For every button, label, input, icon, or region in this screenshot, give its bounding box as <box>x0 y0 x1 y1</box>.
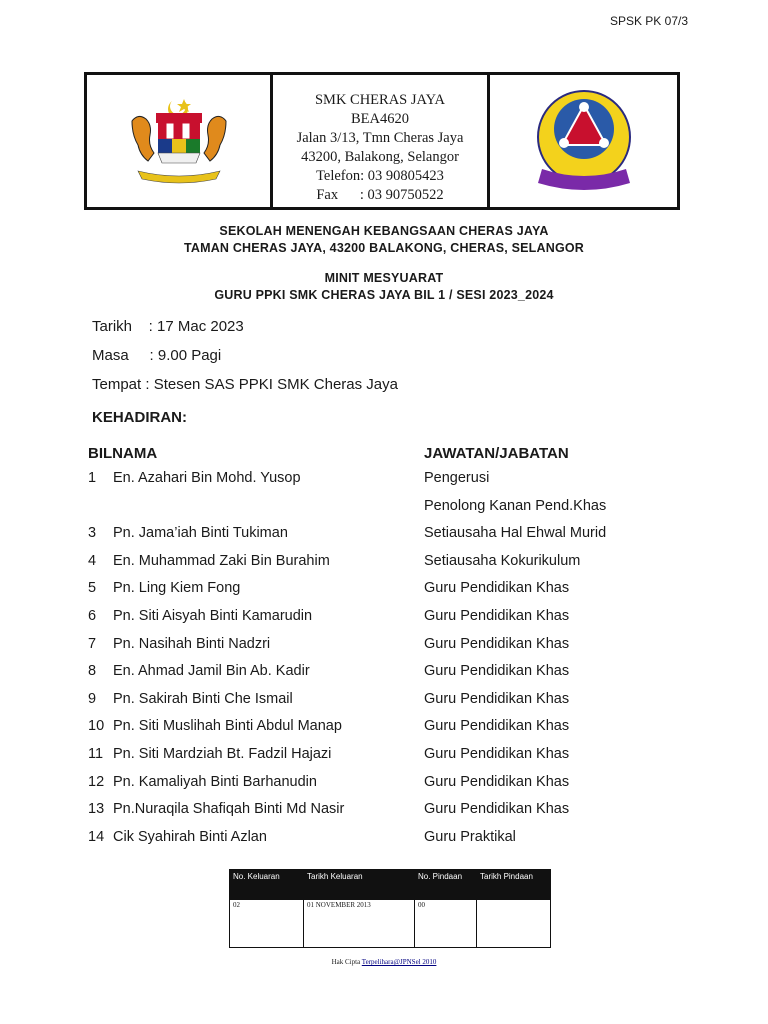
member-position: Guru Pendidikan Khas <box>424 607 570 624</box>
member-position: Setiausaha Hal Ehwal Murid <box>424 525 607 542</box>
member-position: Guru Pendidikan Khas <box>424 718 570 735</box>
attendance-row <box>88 801 688 829</box>
row-number: 10 <box>88 718 105 735</box>
minutes-title: MINIT MESYUARAT <box>324 271 444 285</box>
amendment-number-value: 00 <box>418 901 425 909</box>
member-name: En. Muhammad Zaki Bin Burahim <box>113 552 330 569</box>
attendance-row <box>88 774 688 802</box>
row-number: 8 <box>88 663 97 680</box>
row-number: 14 <box>88 828 105 845</box>
row-number: 11 <box>88 745 104 762</box>
member-position: Guru Pendidikan Khas <box>424 773 570 790</box>
fax: Fax : 03 90750522 <box>316 187 444 203</box>
school-logo-cell <box>490 75 677 207</box>
document-control-table <box>229 869 551 948</box>
attendance-row <box>88 829 688 857</box>
member-position: Guru Praktikal <box>424 828 516 845</box>
telephone: Telefon: 03 90805423 <box>316 168 444 184</box>
position-column-header: JAWATAN/JABATAN <box>424 445 569 462</box>
row-number: 1 <box>88 470 97 486</box>
member-name: Pn. Kamaliyah Binti Barhanudin <box>113 773 317 790</box>
school-logo-icon <box>524 87 644 195</box>
school-address-block <box>273 75 490 207</box>
row-number: 3 <box>88 525 97 542</box>
school-full-name: SEKOLAH MENENGAH KEBANGSAAN CHERAS JAYA <box>219 224 549 238</box>
row-number: 6 <box>88 607 97 624</box>
member-position: Guru Pendidikan Khas <box>424 635 570 652</box>
coat-of-arms-cell <box>87 75 273 207</box>
member-name: Pn.Nuraqila Shafiqah Binti Md Nasir <box>113 801 345 818</box>
attendance-row <box>88 746 688 774</box>
member-name: Pn. Siti Aisyah Binti Kamarudin <box>113 607 313 624</box>
school-full-address: TAMAN CHERAS JAYA, 43200 BALAKONG, CHERAS, SELANGOR <box>183 241 585 255</box>
amendment-date-column <box>477 870 550 947</box>
row-number: 9 <box>88 690 97 707</box>
row-number: 13 <box>88 801 105 818</box>
member-position: Pengerusi <box>424 470 490 486</box>
member-name: Pn. Ling Kiem Fong <box>113 580 241 597</box>
member-position: Setiausaha Kokurikulum <box>424 552 581 569</box>
meeting-date: Tarikh : 17 Mac 2023 <box>92 318 244 335</box>
issue-date-header: Tarikh Keluaran <box>304 870 414 900</box>
member-name: Pn. Siti Muslihah Binti Abdul Manap <box>113 718 342 735</box>
meeting-time: Masa : 9.00 Pagi <box>92 347 222 364</box>
attendance-list <box>88 470 688 856</box>
attendance-row <box>88 525 688 553</box>
document-code: SPSK PK 07/3 <box>609 14 688 28</box>
member-name: Pn. Nasihah Binti Nadzri <box>113 635 271 652</box>
issue-date-column <box>304 870 415 947</box>
member-name: Pn. Sakirah Binti Che Ismail <box>113 690 293 707</box>
attendance-row <box>88 663 688 691</box>
row-number: 5 <box>88 580 97 597</box>
school-name: SMK CHERAS JAYA <box>314 92 445 108</box>
amendment-date-value <box>477 900 550 902</box>
issue-number-column <box>230 870 304 947</box>
member-name: Cik Syahirah Binti Azlan <box>113 828 267 845</box>
attendance-row <box>88 718 688 746</box>
attendance-row <box>88 498 688 526</box>
attendance-row <box>88 470 688 498</box>
copyright-notice <box>0 958 768 966</box>
attendance-row <box>88 553 688 581</box>
address-line-2: 43200, Balakong, Selangor <box>301 149 459 165</box>
issue-number-header: No. Keluaran <box>230 870 303 900</box>
copyright-link[interactable]: Terpelihara@JPNSel 2010 <box>361 958 437 966</box>
attendance-heading: KEHADIRAN: <box>92 409 187 426</box>
amendment-date-header: Tarikh Pindaan <box>477 870 550 900</box>
member-position: Guru Pendidikan Khas <box>424 745 570 762</box>
coat-of-arms-icon <box>124 91 234 191</box>
amendment-number-column <box>415 870 477 947</box>
member-position: Guru Pendidikan Khas <box>424 663 570 680</box>
copyright-prefix: Hak Cipta <box>331 958 362 966</box>
row-number: 7 <box>88 635 97 652</box>
issue-date-value: 01 NOVEMBER 2013 <box>307 901 371 909</box>
attendance-row <box>88 608 688 636</box>
member-name: Pn. Jama’iah Binti Tukiman <box>113 525 288 542</box>
member-name: En. Ahmad Jamil Bin Ab. Kadir <box>113 663 310 680</box>
member-name: Pn. Siti Mardziah Bt. Fadzil Hajazi <box>113 745 332 762</box>
member-position: Penolong Kanan Pend.Khas <box>424 497 607 514</box>
member-position: Guru Pendidikan Khas <box>424 690 570 707</box>
meeting-venue: Tempat : Stesen SAS PPKI SMK Cheras Jaya <box>92 376 398 393</box>
member-name: En. Azahari Bin Mohd. Yusop <box>113 470 301 486</box>
attendance-row <box>88 691 688 719</box>
row-number: 4 <box>88 552 97 569</box>
letterhead-box <box>84 72 680 210</box>
attendance-row <box>88 580 688 608</box>
school-code: BEA4620 <box>351 111 409 127</box>
member-position: Guru Pendidikan Khas <box>424 801 570 818</box>
attendance-row <box>88 636 688 664</box>
amendment-number-header: No. Pindaan <box>415 870 476 900</box>
meeting-title: GURU PPKI SMK CHERAS JAYA BIL 1 / SESI 2023_2024 <box>214 288 554 302</box>
name-column-header: BILNAMA <box>88 445 158 462</box>
issue-number-value: 02 <box>233 901 240 909</box>
address-line-1: Jalan 3/13, Tmn Cheras Jaya <box>296 130 464 146</box>
member-position: Guru Pendidikan Khas <box>424 580 570 597</box>
row-number: 12 <box>88 773 105 790</box>
